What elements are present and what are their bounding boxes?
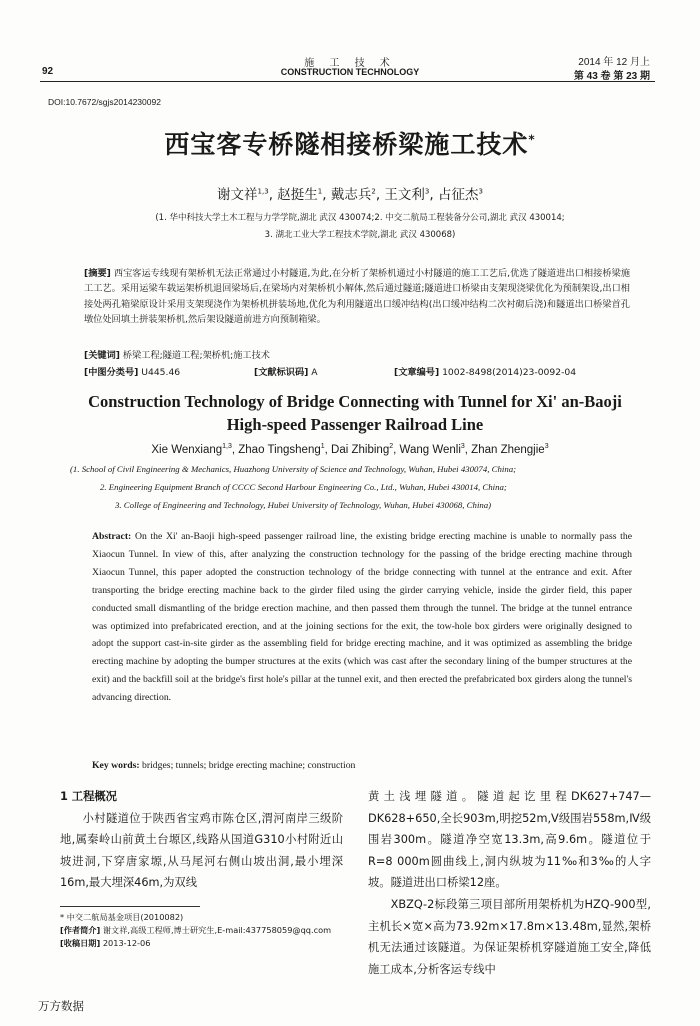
author-note-text: 谢文祥,高级工程师,博士研究生,E-mail:437758059@qq.com xyxy=(102,925,332,935)
doc-code-label: [文献标识码] xyxy=(254,367,309,378)
author-cn: 占征杰 xyxy=(437,187,479,203)
article-number xyxy=(394,364,576,378)
keywords-en-label: Key words: xyxy=(92,760,140,771)
abstract-cn-label: [摘要] xyxy=(84,268,111,279)
keywords-cn-label: [关键词] xyxy=(84,350,120,361)
authors-en: Xie Wenxiang$^{1,3}$, Zhao Tingsheng$^1$, Dai Zhibing$^2$, Wang Wenli$^3$, Zhan Zhengjie$^3$ xyxy=(151,443,549,456)
received-date xyxy=(60,937,343,950)
affiliation-en-line3: 3. College of Engineering and Technology, Hubei University of Technology, Wuhan, Hubei 430068, China) xyxy=(115,500,492,510)
article-number-value: 1002-8498(2014)23-0092-04 xyxy=(442,367,577,378)
received-date-label: [收稿日期] xyxy=(60,938,101,948)
watermark: 万方数据 xyxy=(38,999,84,1013)
author-en-sup: 3 xyxy=(544,443,549,450)
author-note xyxy=(60,924,343,937)
author-en: Dai Zhibing xyxy=(331,443,390,456)
title-en-line1: Construction Technology of Bridge Connecting with Tunnel for Xi' an-Baoji xyxy=(88,392,622,411)
author-en-sup: 1,3 xyxy=(222,443,232,450)
author-cn: 戴志兵 xyxy=(330,187,372,203)
clc-label: [中图分类号] xyxy=(84,367,139,378)
doc-code xyxy=(254,364,318,378)
issue-date: 2014 年 12 月上 xyxy=(578,57,650,68)
footnotes xyxy=(60,911,343,950)
author-en: Zhao Tingsheng xyxy=(238,443,321,456)
author-cn-sup: 1,3 xyxy=(257,187,269,196)
authors-cn: 谢文祥$^{1,3}$, 赵挺生$^1$, 戴志兵$^2$, 王文利$^3$, 占征杰$^3$ xyxy=(217,187,483,203)
title-en-line2: High-speed Passenger Railroad Line xyxy=(226,415,484,434)
abstract-en xyxy=(92,528,632,707)
section-heading: 1 工程概况 xyxy=(60,790,117,803)
keywords-cn-text: 桥梁工程;隧道工程;架桥机;施工技术 xyxy=(122,350,270,361)
doc-code-value: A xyxy=(311,367,318,378)
title-cn xyxy=(0,125,700,161)
abstract-cn-text: 西宝客运专线现有架桥机无法正常通过小村隧道,为此,在分析了架桥机通过小村隧道的施工工艺后,优选了隧道进出口相接桥梁施工工艺。采用运梁车载运架桥机退回梁场后,在梁场内对架桥机小解体,然后通过隧道;隧道进口桥梁由支架现浇梁优化为预制架设,出口相接处两孔箱梁原设计采用支架现浇作为架桥机拼装场地,优化为利用隧道出口缓冲结构(出口缓冲结构二次衬砌后浇)和隧道出口桥梁首孔墩位处回填土拼装架桥机,然后架设隧道前进方向预制箱梁。 xyxy=(84,268,631,326)
affiliation-cn-line1: (1. 华中科技大学土木工程与力学学院,湖北 武汉 430074;2. 中交二航局工程装备分公司,湖北 武汉 430014; xyxy=(155,213,565,223)
author-cn-sup: 3 xyxy=(424,187,430,196)
author-en-sup: 3 xyxy=(460,443,465,450)
affiliation-en-line2: 2. Engineering Equipment Branch of CCCC Second Harbour Engineering Co., Ltd., Wuhan, Hubei 430014, China; xyxy=(100,482,507,492)
keywords-en-text: bridges; tunnels; bridge erecting machine; construction xyxy=(142,760,356,771)
keywords-cn xyxy=(84,347,630,361)
affiliation-en-line1: (1. School of Civil Engineering & Mechanics, Huazhong University of Science and Technology, Wuhan, Hubei 430074, China; xyxy=(70,464,517,474)
abstract-en-text: On the Xi' an-Baoji high-speed passenger railroad line, the existing bridge erecting machine is unable to normally pass the Xiaocun Tunnel. In view of this, after analyzing the construction technology for the passing of the bridge erecting machine through Xiaocun Tunnel, this paper adopted the construction technology of the bridge connecting with tunnel at the entrance and exit. After transporting the bridge erecting machine back to the girder filed using the girder carrying vehicle, inside the girder field, this paper conducted small dismantling of the bridge erection machine, and then passed them through the tunnel. The bridge at the tunnel entrance was optimized into prefabricated erection, and at the joining sections for the exit, the tow-hole box girders were originally designed to adopt the support cast-in-site girder as the assembling field for bridge erecting machine, and it was optimized as assembling the bridge erecting machine by adopting the bumper structures at the exits (which was cast after the secondary lining of the bumper structures at the exit) and the backfill soil at the bridge's first hole's pillar at the tunnel exit, and then erected the prefabricated box girders along the tunnel's advancing direction. xyxy=(92,531,633,704)
fund-note: * 中交二航局基金项目(2010082) xyxy=(60,912,184,922)
doi: DOI:10.7672/sgjs2014230092 xyxy=(48,97,161,107)
author-en-sup: 1 xyxy=(320,443,325,450)
author-cn: 王文利 xyxy=(384,187,425,203)
article-number-label: [文章编号] xyxy=(394,367,440,378)
journal-name-en: CONSTRUCTION TECHNOLOGY xyxy=(280,67,420,77)
author-en: Zhan Zhengjie xyxy=(471,443,545,456)
header-rule xyxy=(40,81,655,82)
author-en: Wang Wenli xyxy=(399,443,461,456)
body-column-right xyxy=(368,786,651,980)
volume-issue: 第 43 卷 第 23 期 xyxy=(573,71,650,82)
received-date-text: 2013-12-06 xyxy=(102,938,151,948)
author-cn-sup: 3 xyxy=(478,187,483,196)
clc-value: U445.46 xyxy=(141,367,181,378)
affiliation-cn-line2: 3. 湖北工业大学工程技术学院,湖北 武汉 430068) xyxy=(264,230,456,240)
journal-name-cn: 施 工 技 术 xyxy=(304,58,396,69)
title-cn-text: 西宝客专桥隧相接桥梁施工技术 xyxy=(164,130,529,159)
author-cn-sup: 1 xyxy=(317,187,323,196)
keywords-en xyxy=(92,760,632,771)
body-column-left xyxy=(60,786,343,894)
footnote-rule xyxy=(60,906,200,907)
author-en-sup: 2 xyxy=(389,443,394,450)
body-paragraph: 小村隧道位于陕西省宝鸡市陈仓区,渭河南岸三级阶地,属秦岭山前黄土台塬区,线路从国道G310小村附近山坡进洞,下穿唐家塬,从马尾河右侧山坡出洞,最小埋深16m,最大埋深46m,为双线 xyxy=(60,811,343,890)
title-cn-footnote-mark: * xyxy=(528,132,536,147)
body-paragraph: XBZQ-2标段第三项目部所用架桥机为HZQ-900型,主机长×宽×高为73.92m×17.8m×13.48m,显然,架桥机无法通过该隧道。为保证架桥机穿隧道施工安全,降低施工成本,分析客运专线中 xyxy=(368,897,651,976)
author-cn: 谢文祥 xyxy=(217,187,258,203)
author-en: Xie Wenxiang xyxy=(151,443,223,456)
body-paragraph: 黄土浅埋隧道。隧道起讫里程DK627+747—DK628+650,全长903m,明挖52m,V级围岩558m,Ⅳ级围岩300m。隧道净空宽13.3m,高9.6m。隧道位于R=8 000m圆曲线上,洞内纵坡为11‰和3‰的人字坡。隧道进出口桥梁12座。 xyxy=(368,790,651,890)
classification-row xyxy=(84,364,630,378)
author-cn-sup: 2 xyxy=(371,187,376,196)
author-note-label: [作者简介] xyxy=(60,925,101,935)
page-number: 92 xyxy=(42,66,54,77)
author-cn: 赵挺生 xyxy=(277,187,318,203)
abstract-cn xyxy=(84,266,630,328)
abstract-en-label: Abstract: xyxy=(92,531,132,542)
